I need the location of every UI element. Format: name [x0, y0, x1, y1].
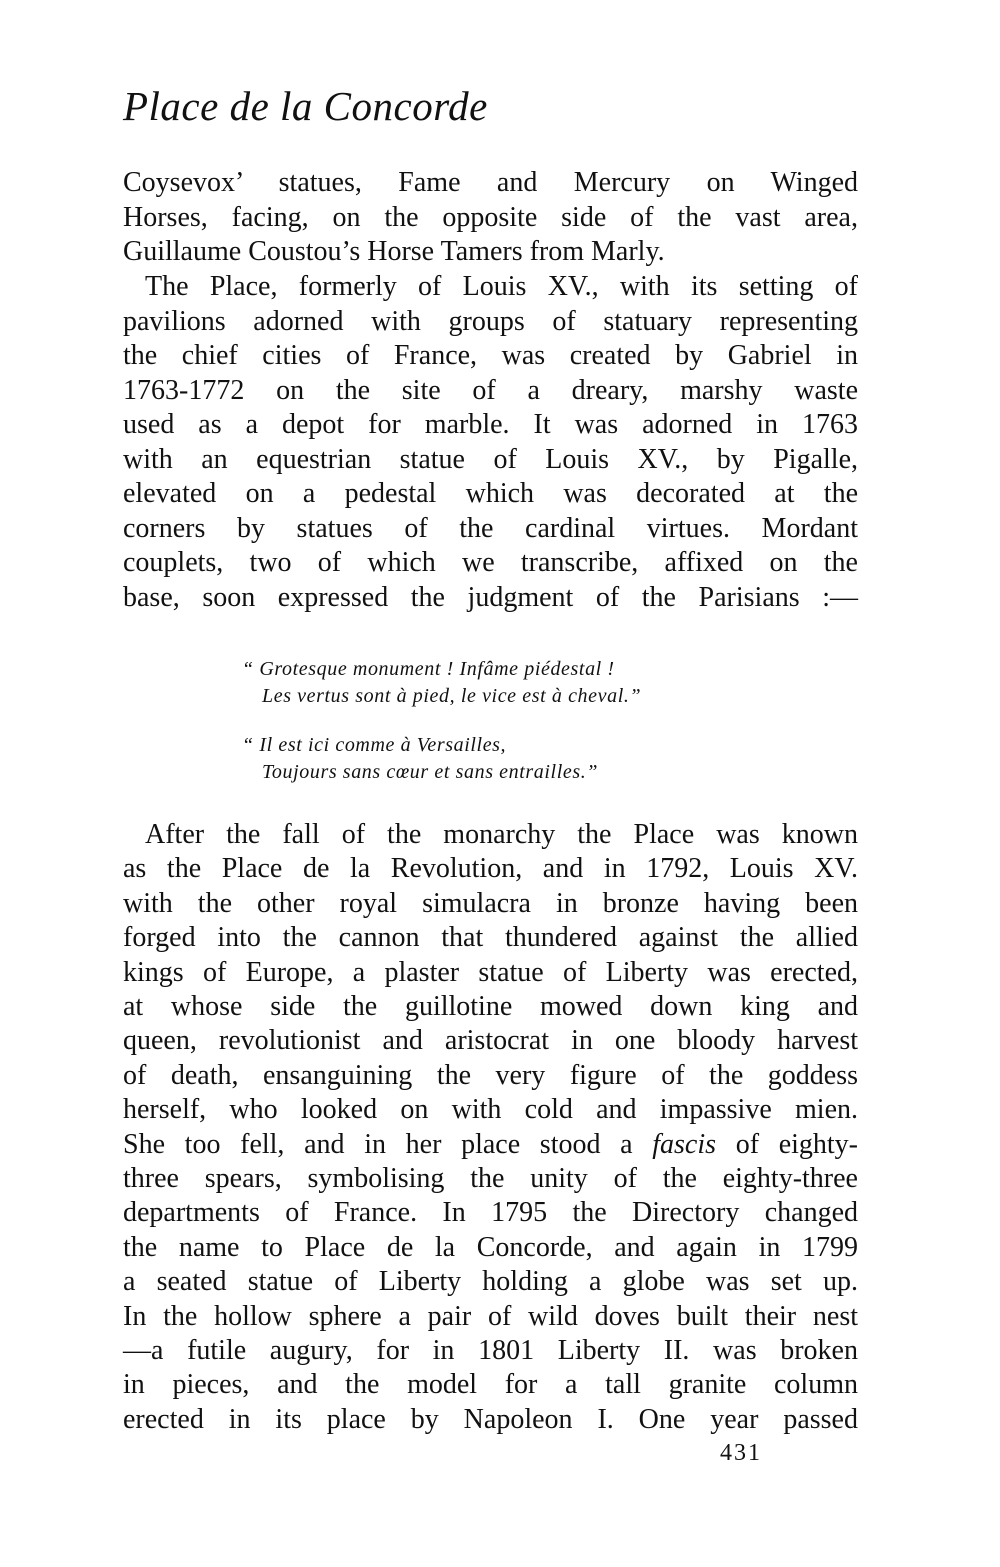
paragraph-3-line: in pieces, and the model for a tall granite column [123, 1369, 858, 1401]
paragraph-3-line: kings of Europe, a plaster statue of Liberty was erected, [123, 956, 858, 988]
paragraph-3-line: the name to Place de la Concorde, and again in 1799 [123, 1231, 858, 1263]
page-number: 431 [720, 1440, 762, 1466]
emphasis: fascis [652, 1128, 717, 1160]
paragraph-3-line: at whose side the guillotine mowed down king and [123, 991, 858, 1022]
verse-1-line-1: “ Grotesque monument ! Infâme piédestal ! [242, 658, 615, 680]
paragraph-2-line: used as a depot for marble. It was adorned in 1763 [123, 409, 858, 440]
paragraph-1-line: Guillaume Coustou’s Horse Tamers from Marly. [123, 236, 665, 267]
page-title: Place de la Concorde [123, 83, 488, 129]
paragraph-2-line: the chief cities of France, was created by Gabriel in [123, 340, 858, 371]
paragraph-3-line: After the fall of the monarchy the Place was known [145, 819, 858, 850]
paragraph-3-line: with the other royal simulacra in bronze having been [123, 887, 858, 919]
paragraph-3-line: erected in its place by Napoleon I. One year passed [123, 1403, 858, 1435]
paragraph-1-line: Horses, facing, on the opposite side of the vast area, [123, 201, 858, 233]
paragraph-3-line: a seated statue of Liberty holding a globe was set up. [123, 1266, 858, 1298]
paragraph-3-line: as the Place de la Revolution, and in 1792, Louis XV. [123, 853, 858, 885]
verse-2-line-1: “ Il est ici comme à Versailles, [242, 734, 507, 756]
paragraph-3-line: In the hollow sphere a pair of wild doves built their nest [123, 1300, 858, 1332]
verse-1-line-2: Les vertus sont à pied, le vice est à cheval.” [262, 685, 642, 707]
paragraph-3-line: queen, revolutionist and aristocrat in one bloody harvest [123, 1025, 858, 1057]
paragraph-3-line: —a futile augury, for in 1801 Liberty II. was broken [123, 1335, 858, 1366]
paragraph-3-line: departments of France. In 1795 the Directory changed [123, 1197, 858, 1229]
paragraph-1-line: Coysevox’ statues, Fame and Mercury on Winged [123, 167, 858, 198]
paragraph-3-line: three spears, symbolising the unity of the eighty-three [123, 1163, 858, 1194]
paragraph-2-line: base, soon expressed the judgment of the Parisians :— [123, 581, 858, 613]
paragraph-2-line: The Place, formerly of Louis XV., with its setting of [145, 271, 858, 302]
paragraph-2-line: with an equestrian statue of Louis XV., by Pigalle, [123, 443, 858, 475]
paragraph-3-line: She too fell, and in her place stood a fascis of eighty- [123, 1128, 859, 1160]
paragraph-3-line: of death, ensanguining the very figure of the goddess [123, 1059, 858, 1091]
paragraph-2-line: elevated on a pedestal which was decorated at the [123, 478, 858, 509]
paragraph-2-line: pavilions adorned with groups of statuary representing [123, 305, 858, 337]
paragraph-2-line: couplets, two of which we transcribe, affixed on the [123, 547, 858, 578]
paragraph-3-line: herself, who looked on with cold and impassive mien. [123, 1094, 858, 1126]
paragraph-2-line: corners by statues of the cardinal virtues. Mordant [123, 512, 858, 544]
verse-2-line-2: Toujours sans cœur et sans entrailles.” [262, 761, 599, 783]
paragraph-3-line: forged into the cannon that thundered against the allied [123, 922, 858, 954]
paragraph-2-line: 1763-1772 on the site of a dreary, marshy waste [123, 374, 858, 406]
